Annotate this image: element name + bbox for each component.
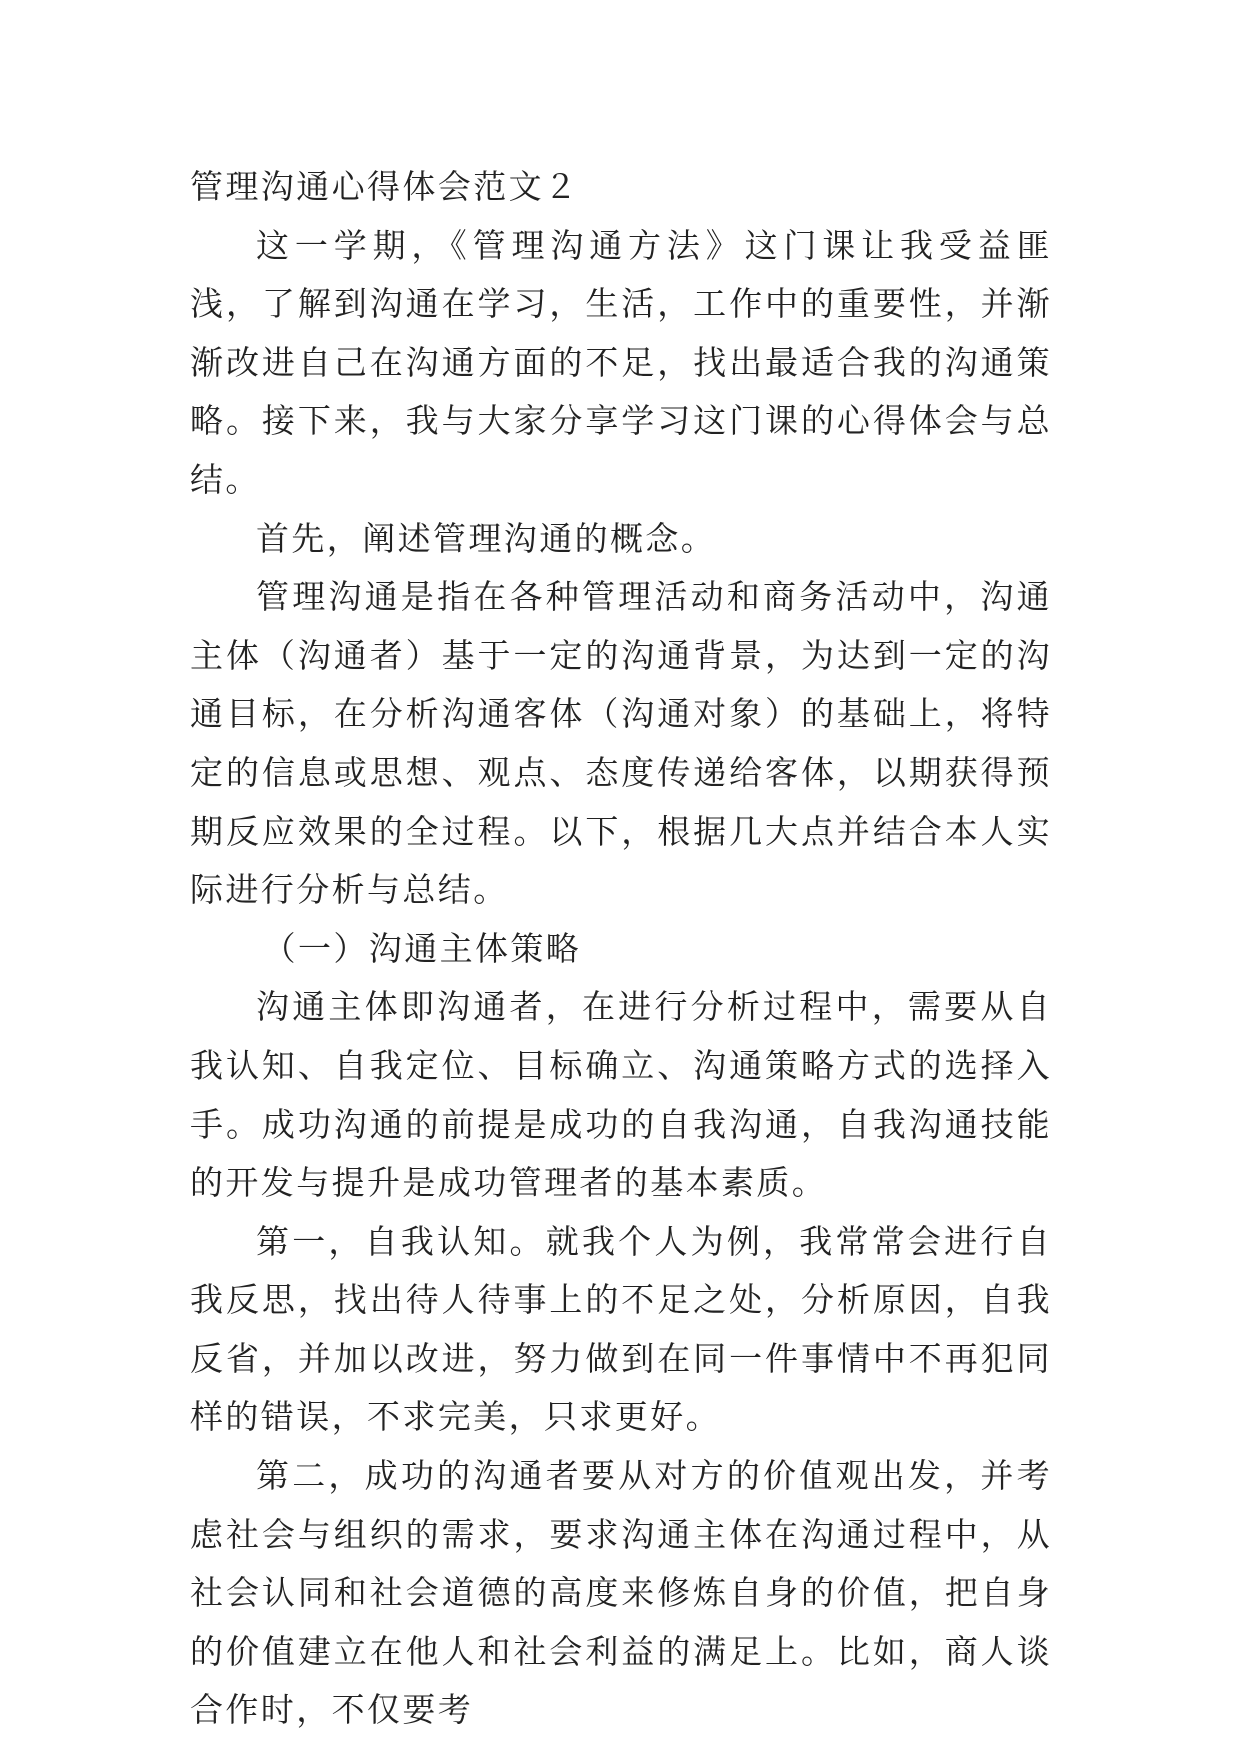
self-awareness-paragraph: 第一，自我认知。就我个人为例，我常常会进行自我反思，找出待人待事上的不足之处，分析原因，自我反省，并加以改进，努力做到在同一件事情中不再犯同样的错误，不求完美，只求更好。 [190, 1221, 1052, 1437]
document-title: 管理沟通心得体会范文２ [190, 167, 580, 206]
intro-paragraph: 这一学期，《管理沟通方法》这门课让我受益匪浅，了解到沟通在学习，生活，工作中的重要性，并渐渐改进自己在沟通方面的不足，找出最适合我的沟通策略。接下来，我与大家分享学习这门课的心得体会与总结。 [190, 225, 1052, 499]
document-body [190, 158, 1052, 1740]
values-paragraph: 第二，成功的沟通者要从对方的价值观出发，并考虑社会与组织的需求，要求沟通主体在沟通过程中，从社会认同和社会道德的高度来修炼自身的价值，把自身的价值建立在他人和社会利益的满足上。比如，商人谈合作时，不仅要考 [190, 1456, 1052, 1730]
section-heading: （一）沟通主体策略 [262, 928, 582, 968]
concept-definition-paragraph: 管理沟通是指在各种管理活动和商务活动中，沟通主体（沟通者）基于一定的沟通背景，为达到一定的沟通目标，在分析沟通客体（沟通对象）的基础上，将特定的信息或思想、观点、态度传递给客体，以期获得预期反应效果的全过程。以下，根据几大点并结合本人实际进行分析与总结。 [190, 577, 1052, 910]
section-paragraph: 沟通主体即沟通者，在进行分析过程中，需要从自我认知、自我定位、目标确立、沟通策略方式的选择入手。成功沟通的前提是成功的自我沟通，自我沟通技能的开发与提升是成功管理者的基本素质。 [190, 987, 1052, 1203]
concept-intro-paragraph: 首先，阐述管理沟通的概念。 [256, 518, 717, 558]
